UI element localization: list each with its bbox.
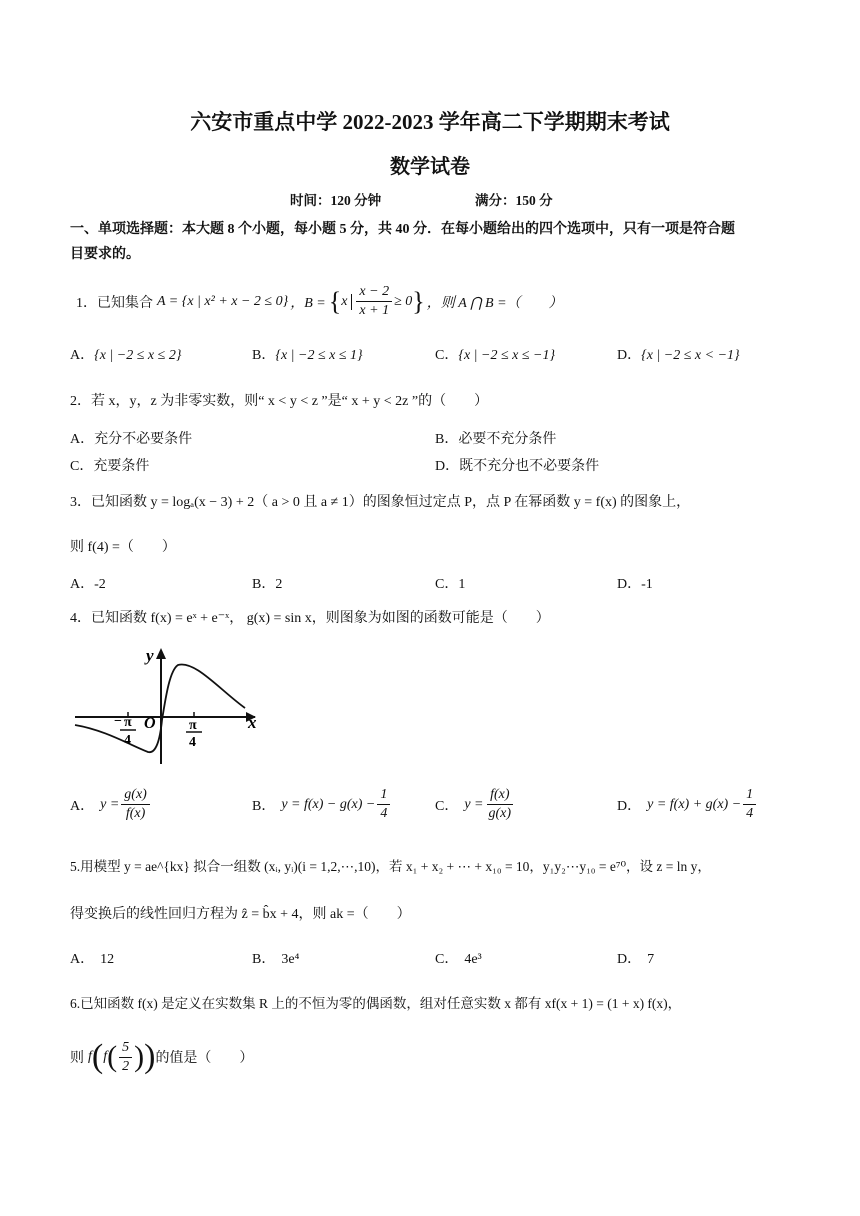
graph-y-label: y [146, 646, 154, 665]
q6-fraction [119, 1039, 132, 1076]
option-text: 1 [458, 577, 466, 592]
q5-option-d[interactable] [617, 948, 654, 968]
question-2-stem: 2．若 x，y，z 为非零实数，则“ x < y < z ”是“ x + y < 2z ”的（ ） [70, 394, 489, 409]
option-label: B． [252, 798, 276, 814]
question-1-stem [76, 283, 563, 320]
exam-subtitle: 数学试卷 [390, 156, 470, 178]
q1-tail: ，则 A ⋂ B =（ ） [426, 295, 563, 311]
section-heading-line2: 目要求的。 [70, 247, 140, 262]
q2-option-d[interactable] [435, 455, 599, 475]
graph-tick-left-num: π [124, 715, 132, 730]
q2-option-a[interactable] [70, 428, 192, 448]
q1-set-b-fraction [356, 283, 392, 320]
question-3-stem-line1: 3．已知函数 y = logₐ(x − 3) + 2（ a > 0 且 a ≠ 1）的图象恒过定点 P，点 P 在幂函数 y = f(x) 的图象上， [70, 495, 691, 510]
option-text: 既不充分也不必要条件 [459, 459, 600, 474]
exam-score: 满分：150 分 [475, 193, 553, 208]
option-expr: y = [100, 796, 120, 812]
q4-function-graph [70, 640, 270, 768]
q6-paren-right-outer: ) [144, 1038, 156, 1075]
q1-option-a[interactable] [70, 344, 181, 364]
q2-option-c[interactable] [70, 455, 149, 475]
option-label: C． [70, 459, 94, 474]
option-text: 4e³ [464, 952, 482, 967]
q4-option-b[interactable] [252, 786, 392, 823]
question-4-stem: 4．已知函数 f(x) = eˣ + e⁻ˣ， g(x) = sin x，则图象为如图的函数可能是（ ） [70, 611, 550, 626]
option-label: D． [617, 798, 642, 814]
q3-option-c[interactable] [435, 573, 465, 593]
question-3-stem-line2: 则 f(4) =（ ） [70, 540, 176, 555]
option-fraction [377, 786, 390, 823]
graph-tick-left-den: 4 [124, 733, 131, 748]
option-expr: y = [464, 796, 484, 812]
q4-option-c[interactable] [435, 786, 516, 823]
fraction-denominator: 4 [380, 806, 388, 821]
fraction-numerator: 5 [119, 1039, 132, 1058]
option-text: 必要不充分条件 [458, 432, 557, 447]
q1-brace-left: { [328, 286, 342, 316]
section-heading-line1: 一、单项选择题：本大题 8 个小题，每小题 5 分，共 40 分．在每小题给出的四个选项中，只有一项是符合题 [70, 222, 735, 237]
option-text: {x | −2 ≤ x ≤ 2} [94, 348, 182, 363]
option-text: 3e⁴ [281, 952, 300, 967]
option-text: 2 [275, 577, 283, 592]
q6-suffix: 的值是（ ） [155, 1051, 254, 1066]
fraction-denominator: 2 [122, 1058, 130, 1074]
option-text: {x | −2 ≤ x < −1} [641, 348, 740, 363]
option-text: 12 [100, 952, 115, 967]
option-label: A． [70, 952, 95, 967]
q1-set-b-post: ≥ 0 [394, 293, 413, 309]
q3-option-d[interactable] [617, 573, 653, 593]
graph-x-label: x [248, 713, 257, 732]
question-5-stem-line2: 得变换后的线性回归方程为 ẑ = b̂x + 4，则 ak =（ ） [70, 907, 411, 922]
exam-title: 六安市重点中学 2022-2023 学年高二下学期期末考试 [190, 110, 670, 134]
fraction-numerator: 1 [377, 786, 390, 805]
option-text: {x | −2 ≤ x ≤ 1} [275, 348, 363, 363]
q3-option-b[interactable] [252, 573, 282, 593]
graph-tick-right-num: π [189, 718, 197, 733]
q5-option-a[interactable] [70, 948, 114, 968]
option-label: C． [435, 952, 459, 967]
option-label: B． [252, 348, 276, 363]
q1-brace-right: } [412, 286, 425, 316]
option-expr: y = f(x) + g(x) − [647, 796, 742, 812]
option-label: D． [617, 577, 642, 592]
q1-prefix: 1．已知集合 [76, 295, 153, 311]
q2-option-b[interactable] [435, 428, 556, 448]
option-label: B． [435, 432, 459, 447]
question-6-stem-line1: 6.已知函数 f(x) 是定义在实数集 R 上的不恒为零的偶函数，组对任意实数 x 都有 xf(x + 1) = (1 + x) f(x)， [70, 996, 682, 1011]
fraction-denominator: f(x) [125, 806, 146, 821]
question-6-stem-line2 [70, 1038, 253, 1076]
option-fraction [743, 786, 756, 823]
option-fraction [486, 786, 515, 823]
graph-tick-right-den: 4 [189, 735, 196, 750]
option-label: D． [617, 348, 642, 363]
option-label: A． [70, 577, 95, 592]
q1-option-d[interactable] [617, 344, 740, 364]
q6-prefix: 则 [70, 1051, 84, 1066]
q5-option-b[interactable] [252, 948, 299, 968]
q6-outer-f: f [88, 1049, 92, 1064]
graph-tick-left-sign: − [114, 714, 122, 729]
option-label: D． [617, 952, 642, 967]
fraction-denominator: g(x) [488, 806, 512, 821]
option-label: A． [70, 348, 95, 363]
fraction-numerator: f(x) [487, 786, 512, 805]
graph-y-arrow [156, 648, 166, 659]
option-text: -2 [94, 577, 106, 592]
option-text: 7 [647, 952, 655, 967]
option-label: C． [435, 348, 459, 363]
fraction-numerator: 1 [743, 786, 756, 805]
graph-origin-label: O [144, 715, 156, 732]
q3-option-a[interactable] [70, 573, 106, 593]
option-text: 充分不必要条件 [94, 432, 193, 447]
q4-option-a[interactable] [70, 786, 152, 823]
q6-paren-right-inner: ) [134, 1040, 145, 1073]
q1-set-b-numerator: x − 2 [356, 283, 392, 302]
q1-option-c[interactable] [435, 344, 555, 364]
option-text: -1 [641, 577, 653, 592]
option-label: B． [252, 952, 276, 967]
option-expr: y = f(x) − g(x) − [281, 796, 376, 812]
q6-paren-left-outer: ( [91, 1038, 104, 1075]
option-label: A． [70, 432, 95, 447]
option-text: {x | −2 ≤ x ≤ −1} [458, 348, 556, 363]
q5-option-c[interactable] [435, 948, 482, 968]
exam-time: 时间：120 分钟 [290, 193, 382, 208]
option-label: D． [435, 459, 460, 474]
q1-set-b-denominator: x + 1 [359, 303, 390, 318]
q6-inner-f: f [103, 1049, 108, 1064]
question-5-stem-line1: 5.用模型 y = ae^{kx} 拟合一组数 (xᵢ, yᵢ)(i = 1,2,⋯,10)，若 x₁ + x₂ + ⋯ + x₁₀ = 10，y₁y₂⋯y₁₀ = e⁷⁰，设 z = ln y， [70, 859, 711, 874]
q1-set-a: A = {x | x² + x − 2 ≤ 0} [157, 293, 289, 309]
option-text: 充要条件 [93, 459, 150, 474]
fraction-denominator: 4 [746, 806, 754, 821]
fraction-numerator: g(x) [121, 786, 150, 805]
q4-option-d[interactable] [617, 786, 758, 823]
q1-option-b[interactable] [252, 344, 363, 364]
q6-paren-left-inner: ( [107, 1040, 118, 1073]
option-label: A． [70, 798, 95, 814]
option-label: B． [252, 577, 276, 592]
q1-set-b-pre: ，B = [290, 295, 326, 311]
option-label: C． [435, 577, 459, 592]
option-label: C． [435, 798, 459, 814]
option-fraction [121, 786, 150, 823]
q1-set-b-var: x [341, 294, 352, 310]
